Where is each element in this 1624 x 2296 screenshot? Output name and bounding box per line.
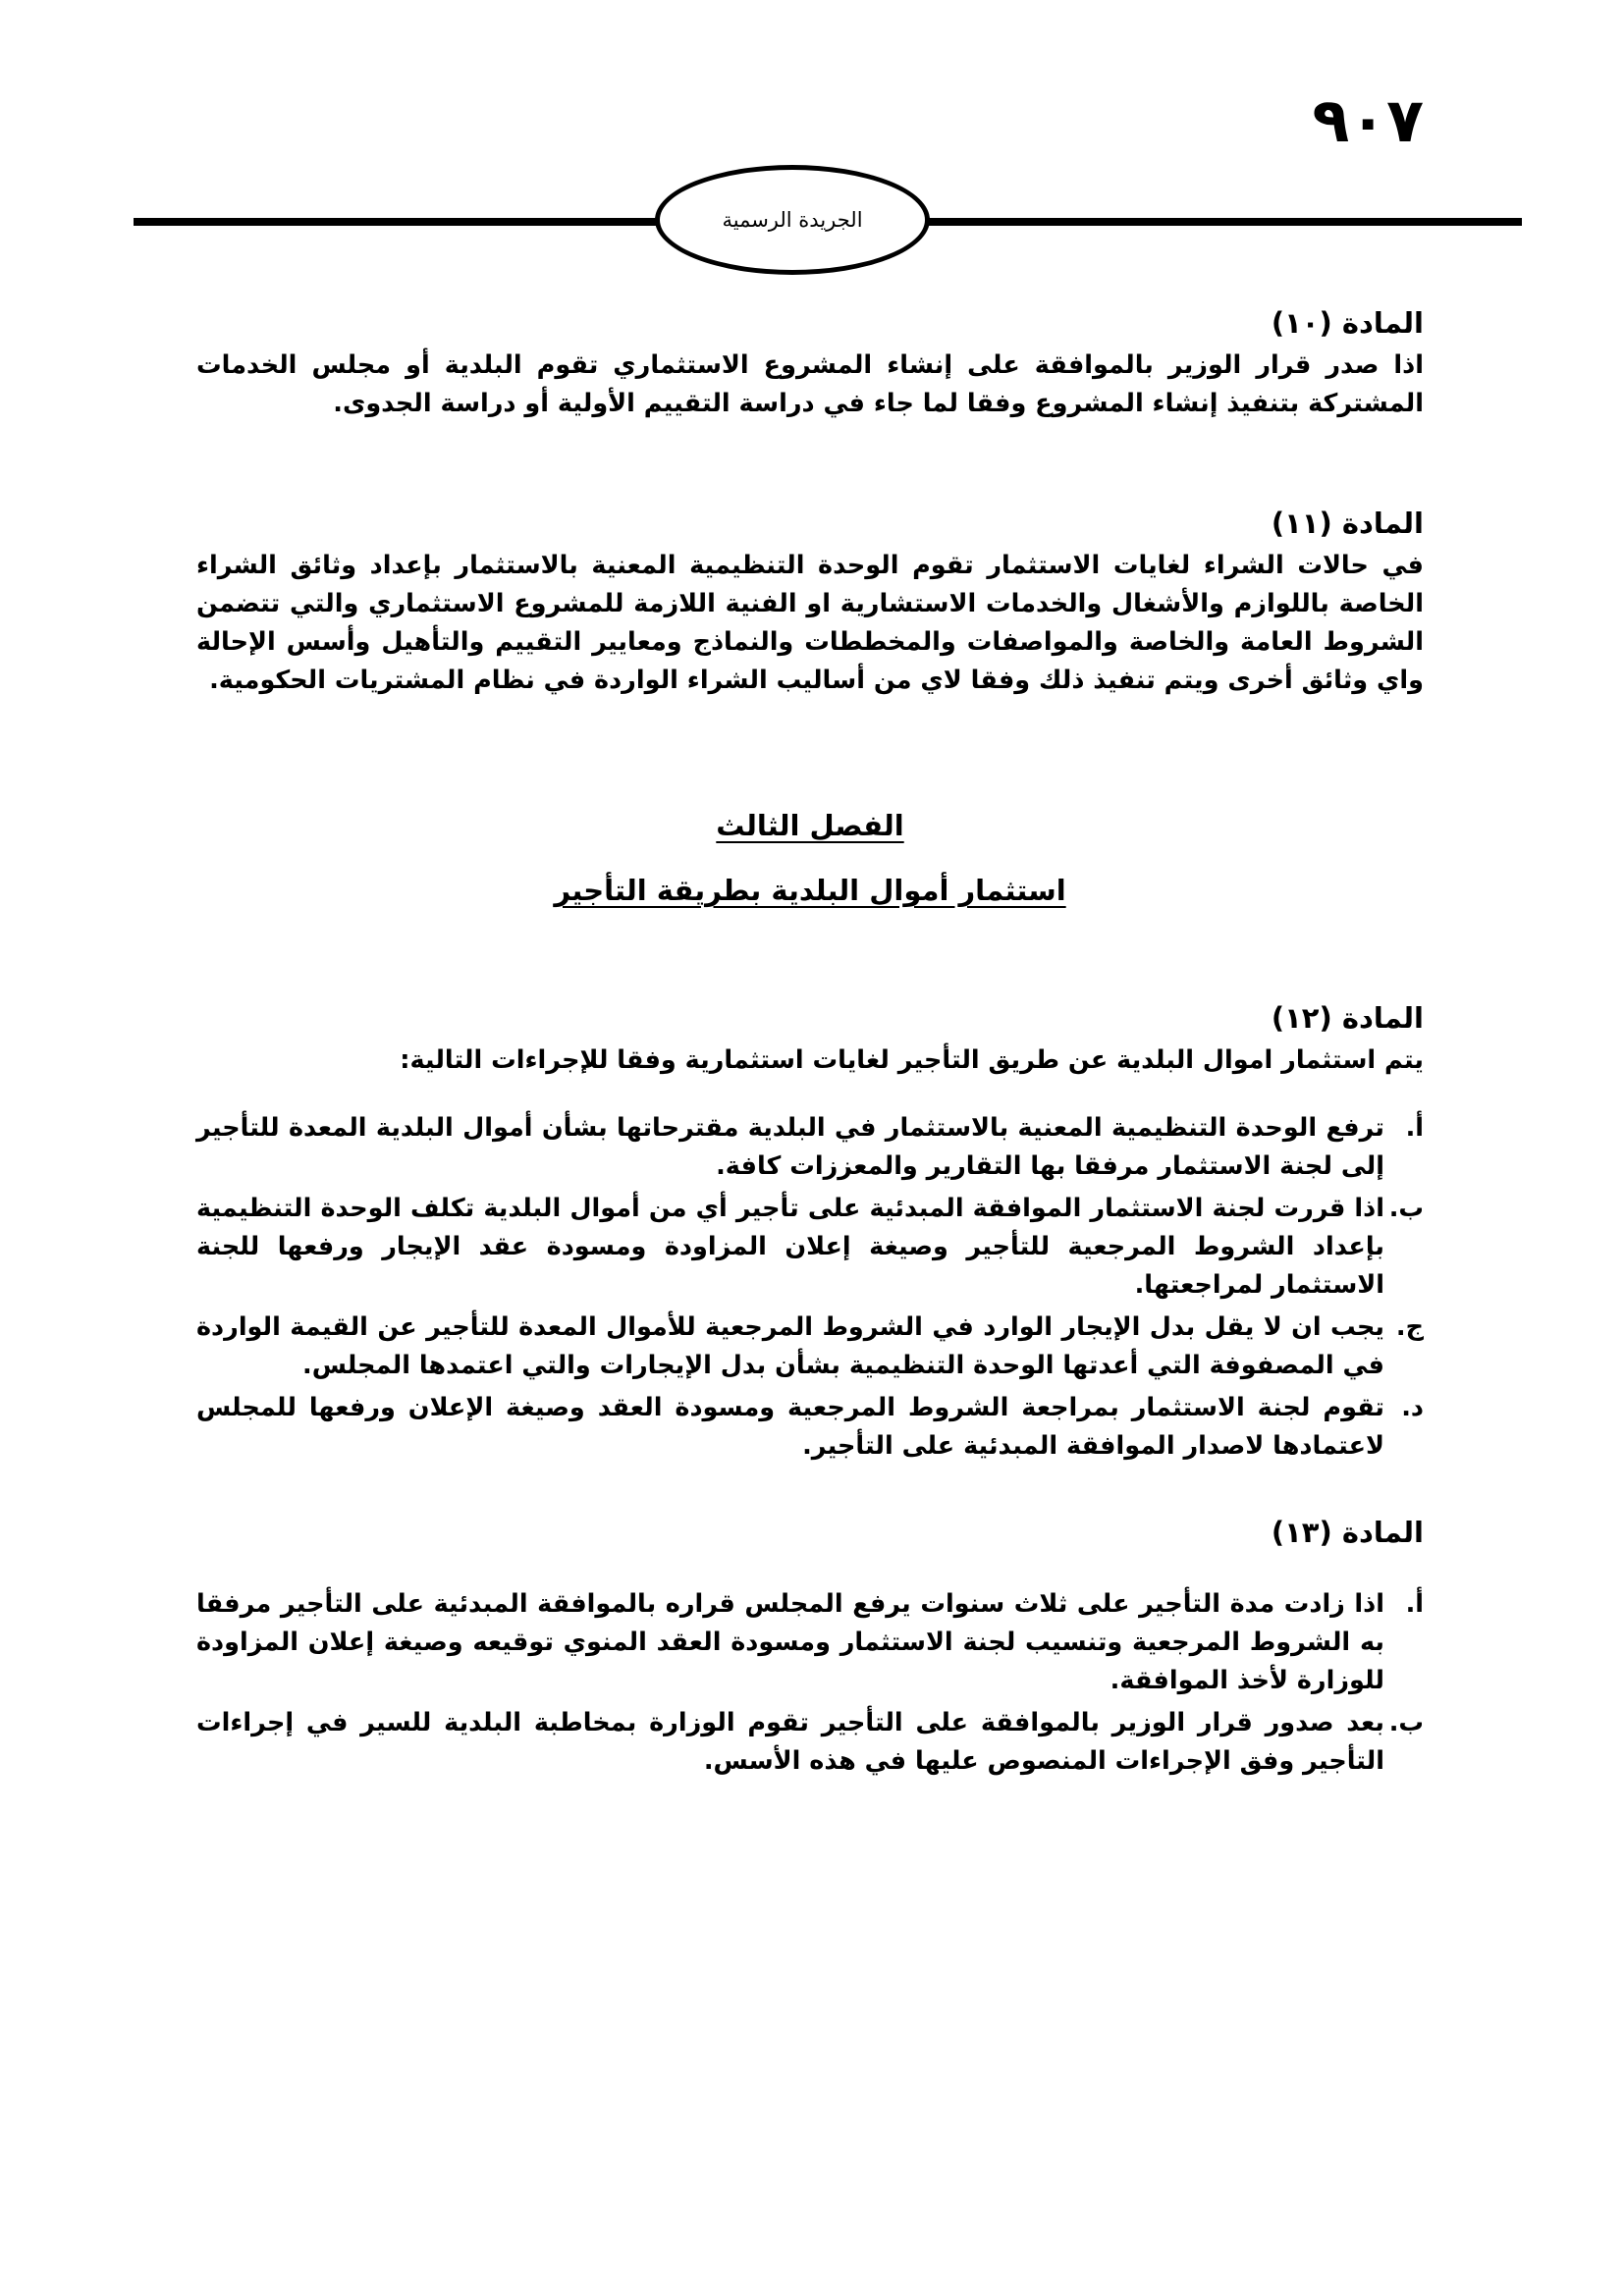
article-13-title: المادة (١٣) <box>1271 1516 1424 1549</box>
article-11 <box>196 500 1424 700</box>
list-marker: ب. <box>1388 1194 1424 1223</box>
list-item-text: ترفع الوحدة التنظيمية المعنية بالاستثمار في البلدية مقترحاتها بشأن أموال البلدية المعدة للتأجير إلى لجنة الاستثمار مرفقا بها التقارير والمعززات كافة. <box>196 1113 1384 1181</box>
article-13 <box>196 1509 1424 1781</box>
list-item-text: اذا قررت لجنة الاستثمار الموافقة المبدئية على تأجير أي من أموال البلدية تكلف الوحدة التنظيمية بإعداد الشروط المرجعية للتأجير وصيغة إعلان المزاودة ومسودة عقد الإيجار ورفعها للجنة الاستثمار لمراجعتها. <box>196 1194 1384 1300</box>
chapter-title: الفصل الثالث <box>716 809 904 842</box>
document-body <box>196 299 1424 1785</box>
list-item-text: تقوم لجنة الاستثمار بمراجعة الشروط المرجعية ومسودة العقد وصيغة الإعلان ورفعها للمجلس لاعتمادها لاصدار الموافقة المبدئية على التأجير. <box>196 1393 1384 1461</box>
list-item-text: بعد صدور قرار الوزير بالموافقة على التأجير تقوم الوزارة بمخاطبة البلدية للسير في إجراءات التأجير وفق الإجراءات المنصوص عليها في هذه الأسس. <box>196 1708 1384 1776</box>
chapter-heading <box>196 798 1424 918</box>
article-10-title: المادة (١٠) <box>1271 306 1424 340</box>
list-item <box>196 1109 1424 1186</box>
article-13-list <box>196 1585 1424 1781</box>
list-item <box>196 1704 1424 1781</box>
list-marker: ب. <box>1388 1708 1424 1737</box>
article-12-intro: يتم استثمار اموال البلدية عن طريق التأجير لغايات استثمارية وفقا للإجراءات التالية: <box>400 1045 1424 1075</box>
list-marker: أ. <box>1405 1113 1424 1143</box>
list-item-text: اذا زادت مدة التأجير على ثلاث سنوات يرفع المجلس قراره بالموافقة المبدئية على التأجير مرفقا به الشروط المرجعية وتنسيب لجنة الاستثمار ومسودة العقد المنوي توقيعه وصيغة إعلان المزاودة للوزارة لأخذ الموافقة. <box>196 1589 1384 1695</box>
page-number: ٩٠٧ <box>1312 84 1424 156</box>
list-marker: د. <box>1401 1393 1424 1422</box>
list-item-text: يجب ان لا يقل بدل الإيجار الوارد في الشروط المرجعية للأموال المعدة للتأجير عن القيمة الواردة في المصفوفة التي أعدتها الوحدة التنظيمية بشأن بدل الإيجارات والتي اعتمدها المجلس. <box>196 1312 1384 1380</box>
list-item <box>196 1389 1424 1466</box>
list-item <box>196 1308 1424 1385</box>
article-11-text: في حالات الشراء لغايات الاستثمار تقوم الوحدة التنظيمية المعنية بالاستثمار بإعداد وثائق الشراء الخاصة باللوازم والأشغال والخدمات الاستشارية او الفنية اللازمة للمشروع الاستثماري والتي تتضمن الشروط العامة والخاصة والمواصفات والمخططات والنماذج ومعايير التقييم والتأهيل وأسس الإحالة واي وثائق أخرى ويتم تنفيذ ذلك وفقا لاي من أساليب الشراء الواردة في نظام المشتريات الحكومية. <box>196 551 1424 695</box>
list-marker: ج. <box>1395 1312 1424 1342</box>
chapter-subtitle: استثمار أموال البلدية بطريقة التأجير <box>554 874 1066 907</box>
article-10 <box>196 299 1424 423</box>
article-10-text: اذا صدر قرار الوزير بالموافقة على إنشاء المشروع الاستثماري تقوم البلدية أو مجلس الخدمات المشتركة بتنفيذ إنشاء المشروع وفقا لما جاء في دراسة التقييم الأولية أو دراسة الجدوى. <box>196 350 1424 418</box>
list-item <box>196 1190 1424 1305</box>
article-11-title: المادة (١١) <box>1271 507 1424 540</box>
list-marker: أ. <box>1405 1589 1424 1619</box>
article-12-title: المادة (١٢) <box>1271 1001 1424 1035</box>
gazette-title-oval <box>655 165 930 275</box>
article-12 <box>196 994 1424 1466</box>
gazette-title: الجريدة الرسمية <box>722 208 863 232</box>
article-12-list <box>196 1109 1424 1466</box>
list-item <box>196 1585 1424 1700</box>
